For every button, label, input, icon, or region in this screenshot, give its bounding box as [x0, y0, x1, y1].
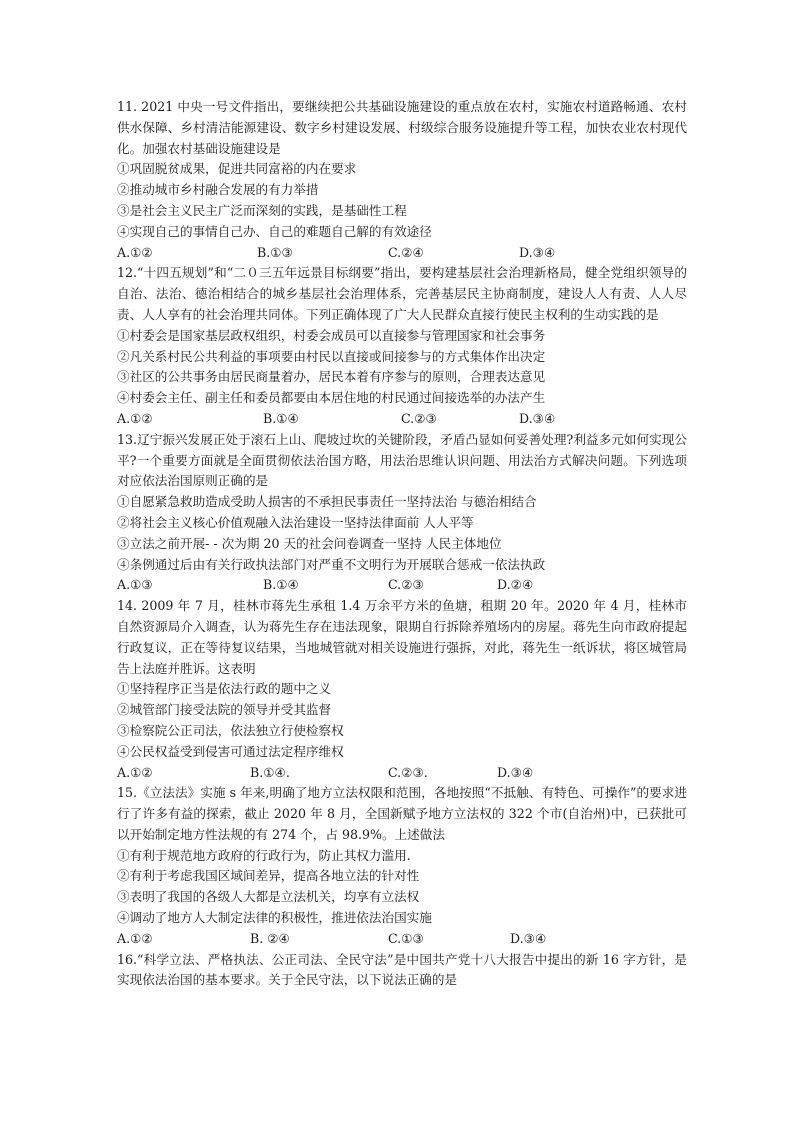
question-stem: 16.“科学立法、严格执法、公正司法、全民守法”是中国共产党十八大报告中提出的新 16 字方针，是实现依法治国的基本要求。关于全民守法，以下说法正确的是 [117, 951, 687, 988]
option-4: ④条例通过后由有关行政执法部门对严重不文明行为开展联合惩戒一依法执政 [117, 556, 546, 572]
option-4: ④实现自己的事情自己办、自己的难题自己解的有效途径 [117, 223, 432, 239]
question-stem: 12.“十四五规划”和“二０三五年远景目标纲要”指出，要构建基层社会治理新格局，健全党组织领导的自治、法治、德治相结合的城乡基层社会治理体系，完善基层民主协商制度，建设人人有责、人人尽责、人人享有的社会治理共同体。下列正确体现了广大人民群众直接行使民主权利的生动实践的是 [117, 265, 687, 322]
choice-a[interactable]: A.①② [117, 930, 153, 946]
choice-a[interactable]: A.①② [117, 410, 153, 426]
option-1: ①自愿紧急救助造成受助人损害的不承担民事责任一坚持法治 与德治相结合 [117, 494, 537, 510]
option-4: ④村委会主任、副主任和委员都要由本居住地的村民通过间接选举的办法产生 [117, 390, 546, 406]
option-2: ②城管部门接受法院的领导并受其监督 [117, 702, 332, 718]
question-14 [117, 596, 687, 783]
option-2: ②有利于考虑我国区域间差异，提高各地立法的针对性 [117, 868, 420, 884]
option-4: ④公民权益受到侵害可通过法定程序维权 [117, 743, 344, 759]
choice-c[interactable]: C.②③. [388, 764, 428, 780]
answer-choices [117, 763, 687, 784]
question-11 [117, 97, 687, 263]
option-2: ②将社会主义核心价值观融入法治建设一坚持法律面前 人人平等 [117, 514, 474, 530]
choice-b[interactable]: B.①④. [250, 764, 290, 780]
option-1: ①村委会是国家基层政权组织，村委会成员可以直接参与管理国家和社会事务 [117, 327, 546, 343]
choice-b[interactable]: B.①④ [263, 577, 299, 593]
exam-page [117, 97, 687, 991]
choice-d[interactable]: D.③④ [510, 930, 547, 946]
choice-b[interactable]: B.①④ [263, 410, 299, 426]
question-stem: 11. 2021 中央一号文件指出，要继续把公共基础设施建设的重点放在农村，实施农村道路畅通、农村供水保障、乡村清洁能源建设、数字乡村建设发展、村级综合服务设施提升等工程，加快农业农村现代化。加强农村基础设施建设是 [117, 99, 687, 156]
option-3: ③表明了我国的各级人大都是立法机关，均享有立法权 [117, 889, 420, 905]
option-2: ②推动城市乡村融合发展的有力举措 [117, 182, 319, 198]
question-stem: 15.《立法法》实施 s 年来,明确了地方立法权限和范围，各地按照“不抵触、有特色、可操作”的要求进行了许多有益的探索，截止 2020 年 8 月，全国新赋予地方立法权的 322 个市(自治州)中，已获批可以开始制定地方性法规的有 274 个，占 98.9%。上述做法 [117, 785, 687, 842]
question-stem: 13.辽宁振兴发展正处于滚石上山、爬坡过坎的关键阶段，矛盾凸显如何妥善处理?利益多元如何实现公平?一个重要方面就是全面贯彻依法治国方略，用法治思维认识问题、用法治方式解决问题。下列选项对应依法治国原则正确的是 [117, 431, 687, 489]
choice-c[interactable]: C.②③ [388, 577, 424, 593]
option-1: ①有利于规范地方政府的行政行为，防止其权力滥用. [117, 847, 411, 863]
choice-c[interactable]: C.①③ [388, 930, 424, 946]
question-15 [117, 783, 687, 949]
choice-c[interactable]: C.②④ [388, 244, 424, 260]
option-1: ①巩固脱贫成果，促进共同富裕的内在要求 [117, 161, 357, 177]
choice-a[interactable]: A.①② [117, 764, 153, 780]
choice-a[interactable]: A.①② [117, 244, 153, 260]
question-13 [117, 430, 687, 596]
option-3: ③立法之前开展- - 次为期 20 天的社会问卷调查一坚持 人民主体地位 [117, 535, 502, 551]
option-3: ③是社会主义民主广泛而深刻的实践，是基础性工程 [117, 202, 407, 218]
option-3: ③社区的公共事务由居民商量着办，居民本着有序参与的原则，合理表达意见 [117, 369, 546, 385]
option-4: ④调动了地方人大制定法律的积极性，推进依法治国实施 [117, 910, 432, 926]
question-16 [117, 950, 687, 992]
option-2: ②凡关系村民公共利益的事项要由村民以直接或间接参与的方式集体作出决定 [117, 348, 546, 364]
choice-d[interactable]: D.③④ [519, 244, 556, 260]
answer-choices [117, 409, 687, 430]
choice-b[interactable]: B.①③ [257, 244, 293, 260]
answer-choices [117, 243, 687, 264]
question-12 [117, 263, 687, 429]
choice-a[interactable]: A.①③ [117, 577, 153, 593]
option-1: ①坚持程序正当是依法行政的题中之义 [117, 681, 332, 697]
answer-choices [117, 575, 687, 596]
choice-d[interactable]: D.③④ [519, 410, 556, 426]
option-3: ③检察院公正司法，依法独立行使检察权 [117, 722, 344, 738]
choice-b[interactable]: B. ②④ [250, 930, 290, 946]
question-stem: 14. 2009 年 7 月，桂林市蒋先生承租 1.4 万余平方米的鱼塘，租期 20 年。2020 年 4 月，桂林市自然资源局介入调查，认为蒋先生存在违法现象，限期自行拆除养殖场内的房屋。蒋先生向市政府提起行政复议，正在等待复议结果，当地城管就对相关设施进行强拆，对此，蒋先生一纸诉状，将区城管局告上法庭并胜诉。这表明 [117, 598, 687, 676]
choice-c[interactable]: C.②③ [401, 410, 437, 426]
choice-d[interactable]: D.②④ [497, 577, 534, 593]
choice-d[interactable]: D.③④ [497, 764, 534, 780]
answer-choices [117, 929, 687, 950]
